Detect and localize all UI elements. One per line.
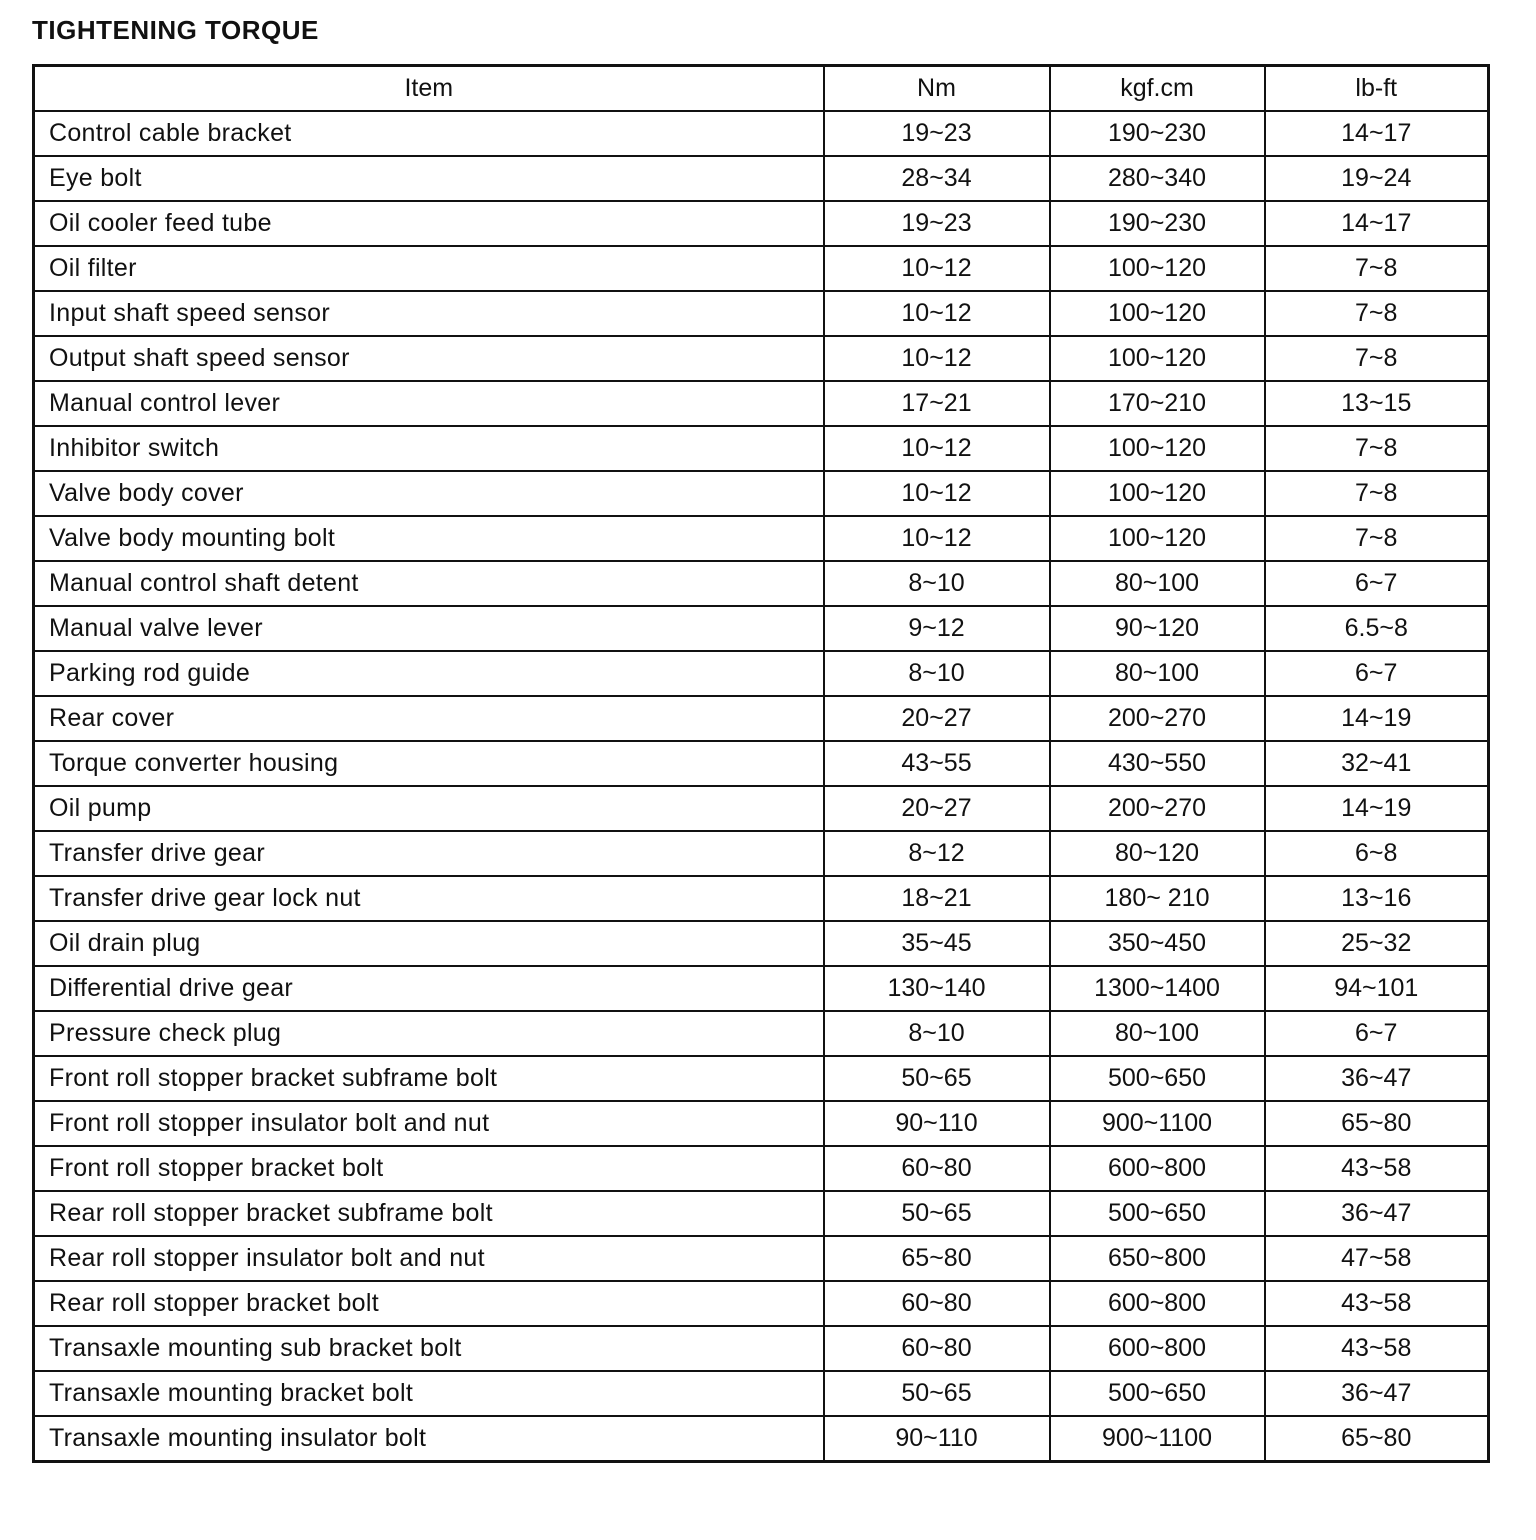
cell-nm: 28~34 — [824, 156, 1050, 201]
cell-kgfcm: 900~1100 — [1050, 1416, 1265, 1462]
table-row — [34, 1191, 1489, 1236]
table-row — [34, 1416, 1489, 1462]
table-row — [34, 471, 1489, 516]
table-row — [34, 696, 1489, 741]
cell-lbft: 94~101 — [1265, 966, 1489, 1011]
table-row — [34, 561, 1489, 606]
cell-item: Front roll stopper insulator bolt and nut — [34, 1101, 824, 1146]
cell-kgfcm: 80~100 — [1050, 561, 1265, 606]
cell-nm: 9~12 — [824, 606, 1050, 651]
table-body — [34, 111, 1489, 1462]
table-row — [34, 156, 1489, 201]
cell-lbft: 7~8 — [1265, 426, 1489, 471]
cell-item: Front roll stopper bracket bolt — [34, 1146, 824, 1191]
cell-lbft: 47~58 — [1265, 1236, 1489, 1281]
cell-item: Eye bolt — [34, 156, 824, 201]
cell-nm: 17~21 — [824, 381, 1050, 426]
cell-nm: 10~12 — [824, 291, 1050, 336]
cell-lbft: 43~58 — [1265, 1146, 1489, 1191]
table-row — [34, 201, 1489, 246]
cell-lbft: 19~24 — [1265, 156, 1489, 201]
table-row — [34, 111, 1489, 156]
table-row — [34, 606, 1489, 651]
cell-nm: 60~80 — [824, 1281, 1050, 1326]
cell-kgfcm: 200~270 — [1050, 696, 1265, 741]
cell-kgfcm: 280~340 — [1050, 156, 1265, 201]
cell-item: Control cable bracket — [34, 111, 824, 156]
cell-nm: 90~110 — [824, 1416, 1050, 1462]
cell-item: Oil cooler feed tube — [34, 201, 824, 246]
cell-nm: 8~10 — [824, 651, 1050, 696]
cell-item: Manual valve lever — [34, 606, 824, 651]
cell-nm: 50~65 — [824, 1056, 1050, 1101]
cell-lbft: 14~19 — [1265, 786, 1489, 831]
cell-item: Parking rod guide — [34, 651, 824, 696]
table-header-row — [34, 66, 1489, 112]
cell-nm: 10~12 — [824, 516, 1050, 561]
cell-lbft: 6~7 — [1265, 651, 1489, 696]
cell-lbft: 6~8 — [1265, 831, 1489, 876]
cell-kgfcm: 100~120 — [1050, 291, 1265, 336]
cell-nm: 18~21 — [824, 876, 1050, 921]
table-row — [34, 741, 1489, 786]
cell-item: Rear roll stopper bracket subframe bolt — [34, 1191, 824, 1236]
cell-nm: 60~80 — [824, 1326, 1050, 1371]
cell-kgfcm: 100~120 — [1050, 336, 1265, 381]
cell-lbft: 7~8 — [1265, 336, 1489, 381]
cell-item: Transaxle mounting bracket bolt — [34, 1371, 824, 1416]
table-row — [34, 516, 1489, 561]
cell-kgfcm: 80~100 — [1050, 651, 1265, 696]
cell-kgfcm: 600~800 — [1050, 1326, 1265, 1371]
table-row — [34, 1056, 1489, 1101]
table-row — [34, 651, 1489, 696]
column-header-lbft: lb-ft — [1265, 66, 1489, 112]
cell-lbft: 14~17 — [1265, 111, 1489, 156]
cell-item: Oil drain plug — [34, 921, 824, 966]
cell-nm: 8~12 — [824, 831, 1050, 876]
cell-lbft: 7~8 — [1265, 471, 1489, 516]
cell-kgfcm: 500~650 — [1050, 1056, 1265, 1101]
cell-nm: 35~45 — [824, 921, 1050, 966]
cell-kgfcm: 900~1100 — [1050, 1101, 1265, 1146]
cell-kgfcm: 170~210 — [1050, 381, 1265, 426]
cell-kgfcm: 430~550 — [1050, 741, 1265, 786]
column-header-nm: Nm — [824, 66, 1050, 112]
cell-item: Differential drive gear — [34, 966, 824, 1011]
cell-item: Oil filter — [34, 246, 824, 291]
cell-item: Valve body cover — [34, 471, 824, 516]
cell-lbft: 43~58 — [1265, 1326, 1489, 1371]
cell-item: Rear roll stopper bracket bolt — [34, 1281, 824, 1326]
table-row — [34, 1146, 1489, 1191]
table-row — [34, 336, 1489, 381]
table-row — [34, 786, 1489, 831]
cell-kgfcm: 190~230 — [1050, 111, 1265, 156]
cell-nm: 90~110 — [824, 1101, 1050, 1146]
cell-kgfcm: 80~120 — [1050, 831, 1265, 876]
column-header-kgfcm: kgf.cm — [1050, 66, 1265, 112]
cell-lbft: 14~17 — [1265, 201, 1489, 246]
table-row — [34, 381, 1489, 426]
cell-nm: 19~23 — [824, 111, 1050, 156]
cell-lbft: 7~8 — [1265, 516, 1489, 561]
cell-lbft: 14~19 — [1265, 696, 1489, 741]
table-row — [34, 966, 1489, 1011]
cell-nm: 10~12 — [824, 426, 1050, 471]
cell-item: Rear cover — [34, 696, 824, 741]
cell-nm: 10~12 — [824, 246, 1050, 291]
cell-lbft: 7~8 — [1265, 291, 1489, 336]
cell-lbft: 6~7 — [1265, 561, 1489, 606]
cell-kgfcm: 80~100 — [1050, 1011, 1265, 1056]
cell-kgfcm: 90~120 — [1050, 606, 1265, 651]
table-row — [34, 1371, 1489, 1416]
cell-nm: 50~65 — [824, 1371, 1050, 1416]
cell-lbft: 36~47 — [1265, 1056, 1489, 1101]
cell-nm: 10~12 — [824, 336, 1050, 381]
table-row — [34, 1101, 1489, 1146]
cell-kgfcm: 600~800 — [1050, 1281, 1265, 1326]
cell-nm: 19~23 — [824, 201, 1050, 246]
cell-lbft: 13~15 — [1265, 381, 1489, 426]
table-row — [34, 1011, 1489, 1056]
cell-item: Input shaft speed sensor — [34, 291, 824, 336]
table-row — [34, 291, 1489, 336]
cell-item: Rear roll stopper insulator bolt and nut — [34, 1236, 824, 1281]
cell-kgfcm: 500~650 — [1050, 1191, 1265, 1236]
cell-item: Transfer drive gear lock nut — [34, 876, 824, 921]
cell-lbft: 65~80 — [1265, 1101, 1489, 1146]
cell-item: Transaxle mounting insulator bolt — [34, 1416, 824, 1462]
table-row — [34, 246, 1489, 291]
cell-kgfcm: 1300~1400 — [1050, 966, 1265, 1011]
cell-kgfcm: 600~800 — [1050, 1146, 1265, 1191]
cell-kgfcm: 350~450 — [1050, 921, 1265, 966]
cell-item: Front roll stopper bracket subframe bolt — [34, 1056, 824, 1101]
cell-kgfcm: 200~270 — [1050, 786, 1265, 831]
cell-kgfcm: 100~120 — [1050, 246, 1265, 291]
cell-nm: 8~10 — [824, 1011, 1050, 1056]
cell-item: Oil pump — [34, 786, 824, 831]
cell-nm: 50~65 — [824, 1191, 1050, 1236]
cell-lbft: 36~47 — [1265, 1371, 1489, 1416]
cell-item: Output shaft speed sensor — [34, 336, 824, 381]
cell-item: Transaxle mounting sub bracket bolt — [34, 1326, 824, 1371]
cell-item: Torque converter housing — [34, 741, 824, 786]
table-row — [34, 1236, 1489, 1281]
cell-nm: 20~27 — [824, 786, 1050, 831]
cell-item: Inhibitor switch — [34, 426, 824, 471]
cell-nm: 65~80 — [824, 1236, 1050, 1281]
table-row — [34, 921, 1489, 966]
cell-item: Manual control lever — [34, 381, 824, 426]
cell-lbft: 13~16 — [1265, 876, 1489, 921]
cell-lbft: 6.5~8 — [1265, 606, 1489, 651]
cell-lbft: 25~32 — [1265, 921, 1489, 966]
table-row — [34, 1281, 1489, 1326]
cell-item: Pressure check plug — [34, 1011, 824, 1056]
cell-kgfcm: 500~650 — [1050, 1371, 1265, 1416]
cell-lbft: 36~47 — [1265, 1191, 1489, 1236]
cell-kgfcm: 100~120 — [1050, 426, 1265, 471]
cell-lbft: 43~58 — [1265, 1281, 1489, 1326]
cell-nm: 130~140 — [824, 966, 1050, 1011]
cell-nm: 60~80 — [824, 1146, 1050, 1191]
cell-kgfcm: 180~ 210 — [1050, 876, 1265, 921]
cell-lbft: 7~8 — [1265, 246, 1489, 291]
table-row — [34, 876, 1489, 921]
cell-kgfcm: 190~230 — [1050, 201, 1265, 246]
cell-item: Manual control shaft detent — [34, 561, 824, 606]
cell-nm: 10~12 — [824, 471, 1050, 516]
cell-nm: 8~10 — [824, 561, 1050, 606]
column-header-item: Item — [34, 66, 824, 112]
cell-lbft: 32~41 — [1265, 741, 1489, 786]
cell-lbft: 6~7 — [1265, 1011, 1489, 1056]
page-title: TIGHTENING TORQUE — [32, 15, 319, 45]
table-row — [34, 831, 1489, 876]
torque-table — [32, 64, 1490, 1463]
cell-kgfcm: 100~120 — [1050, 471, 1265, 516]
cell-item: Valve body mounting bolt — [34, 516, 824, 561]
table-row — [34, 426, 1489, 471]
table-row — [34, 1326, 1489, 1371]
cell-kgfcm: 100~120 — [1050, 516, 1265, 561]
cell-item: Transfer drive gear — [34, 831, 824, 876]
cell-lbft: 65~80 — [1265, 1416, 1489, 1462]
cell-nm: 43~55 — [824, 741, 1050, 786]
cell-nm: 20~27 — [824, 696, 1050, 741]
cell-kgfcm: 650~800 — [1050, 1236, 1265, 1281]
